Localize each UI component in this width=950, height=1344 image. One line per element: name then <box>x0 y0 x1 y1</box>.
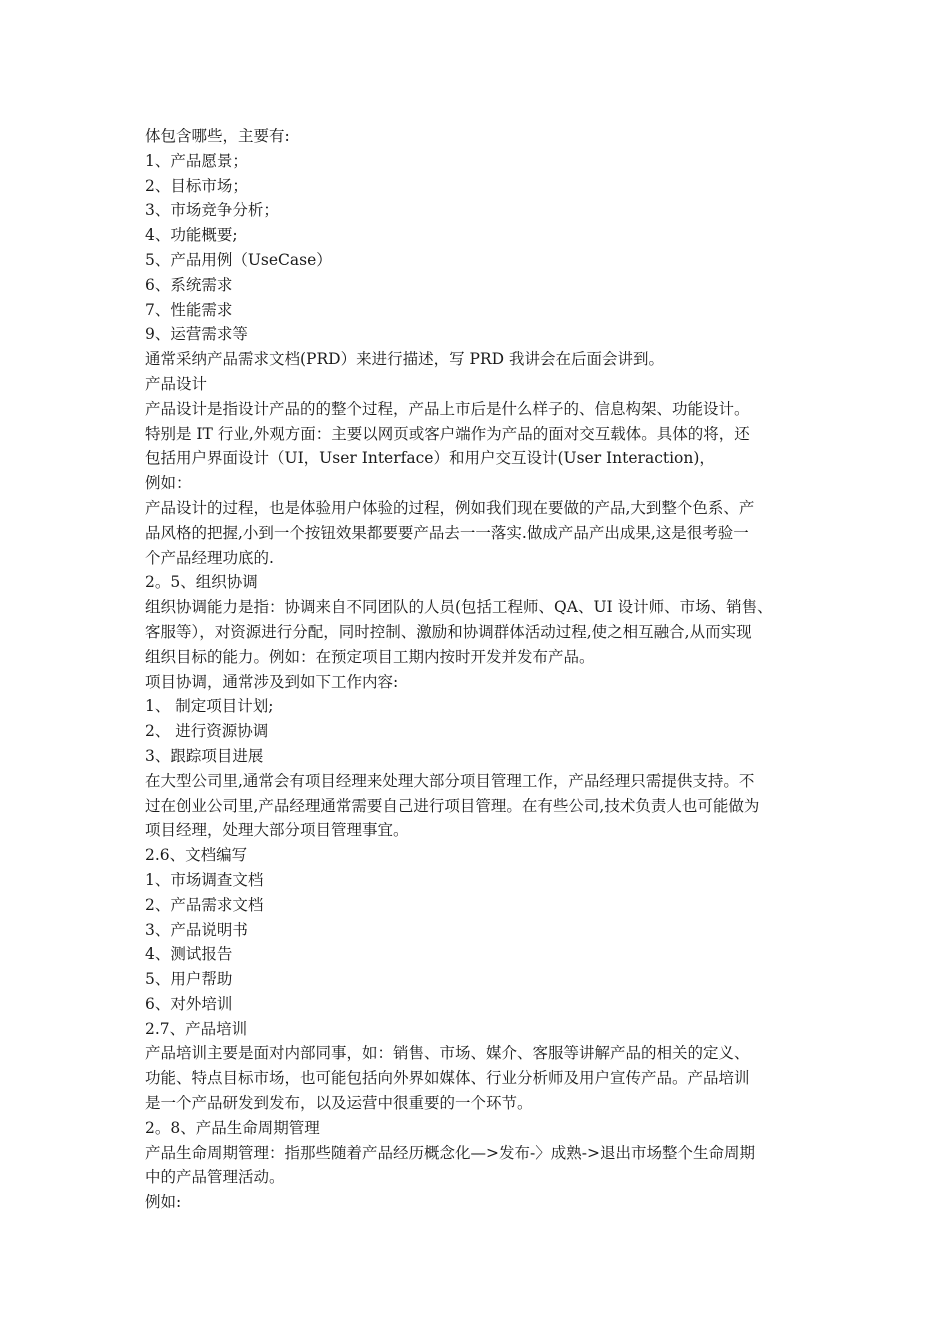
text-line: 产品生命周期管理：指那些随着产品经历概念化—>发布-〉成熟->退出市场整个生命周期 <box>145 1143 755 1162</box>
text-line: 客服等），对资源进行分配，同时控制、激励和协调群体活动过程,使之相互融合,从而实现 <box>145 622 752 641</box>
text-line: 3、市场竞争分析； <box>145 201 279 220</box>
text-line: 过在创业公司里,产品经理通常需要自己进行项目管理。在有些公司,技术负责人也可能做为 <box>145 796 760 815</box>
text-line: 特别是 IT 行业,外观方面：主要以网页或客户端作为产品的面对交互载体。具体的将，还 <box>145 424 750 443</box>
text-line: 在大型公司里,通常会有项目经理来处理大部分项目管理工作，产品经理只需提供支持。不 <box>145 771 755 790</box>
text-line: 体包含哪些，主要有: <box>145 127 290 145</box>
text-line: 7、性能需求 <box>145 300 233 319</box>
text-line: 项目经理，处理大部分项目管理事宜。 <box>145 821 409 840</box>
text-line: 包括用户界面设计（UI，User Interface）和用户交互设计(User Interaction)， <box>145 449 715 468</box>
text-line: 1、产品愿景； <box>145 151 248 170</box>
text-line: 产品设计的过程，也是体验用户体验的过程，例如我们现在要做的产品,大到整个色系、产 <box>145 498 755 517</box>
text-line: 2.7、产品培训 <box>145 1019 248 1038</box>
text-line: 4、测试报告 <box>145 945 233 964</box>
text-line: 项目协调，通常涉及到如下工作内容: <box>145 672 399 691</box>
text-line: 1、市场调查文档 <box>145 870 264 889</box>
text-line: 4、功能概要; <box>145 226 238 245</box>
text-line: 例如： <box>145 474 192 493</box>
text-line: 2。8、产品生命周期管理 <box>145 1118 320 1137</box>
text-line: 1、 制定项目计划; <box>145 697 274 716</box>
text-line: 3、产品说明书 <box>145 920 248 939</box>
text-line: 5、产品用例（UseCase） <box>145 250 332 269</box>
text-line: 2。5、组织协调 <box>145 573 258 592</box>
text-line: 功能、特点目标市场，也可能包括向外界如媒体、行业分析师及用户宣传产品。产品培训 <box>145 1069 750 1088</box>
text-line: 2、目标市场； <box>145 176 248 195</box>
document-body <box>145 124 825 1215</box>
text-line: 产品设计是指设计产品的的整个过程，产品上市后是什么样子的、信息构架、功能设计。 <box>145 399 750 418</box>
text-line: 9、运营需求等 <box>145 325 248 344</box>
text-line: 2.6、文档编写 <box>145 846 248 865</box>
text-line: 组织目标的能力。例如：在预定项目工期内按时开发并发布产品。 <box>145 647 595 666</box>
text-line: 产品培训主要是面对内部同事，如：销售、市场、媒介、客服等讲解产品的相关的定义、 <box>145 1044 750 1063</box>
text-line: 6、系统需求 <box>145 275 233 294</box>
text-line: 通常采纳产品需求文档(PRD）来进行描述，写 PRD 我讲会在后面会讲到。 <box>145 350 664 369</box>
text-line: 是一个产品研发到发布，以及运营中很重要的一个环节。 <box>145 1094 533 1113</box>
text-line: 产品设计 <box>145 374 208 393</box>
text-line: 中的产品管理活动。 <box>145 1168 285 1187</box>
text-line: 3、跟踪项目进展 <box>145 746 264 765</box>
text-line: 例如: <box>145 1193 182 1212</box>
text-line: 2、产品需求文档 <box>145 895 264 914</box>
text-line: 组织协调能力是指：协调来自不同团队的人员(包括工程师、QA、UI 设计师、市场、销售、 <box>145 598 773 617</box>
text-line: 个产品经理功底的. <box>145 548 274 567</box>
text-line: 6、对外培训 <box>145 994 233 1013</box>
text-line: 5、用户帮助 <box>145 970 233 989</box>
text-line: 品风格的把握,小到一个按钮效果都要要产品去一一落实.做成产品产出成果,这是很考验一 <box>145 523 749 542</box>
text-line: 2、 进行资源协调 <box>145 722 269 741</box>
